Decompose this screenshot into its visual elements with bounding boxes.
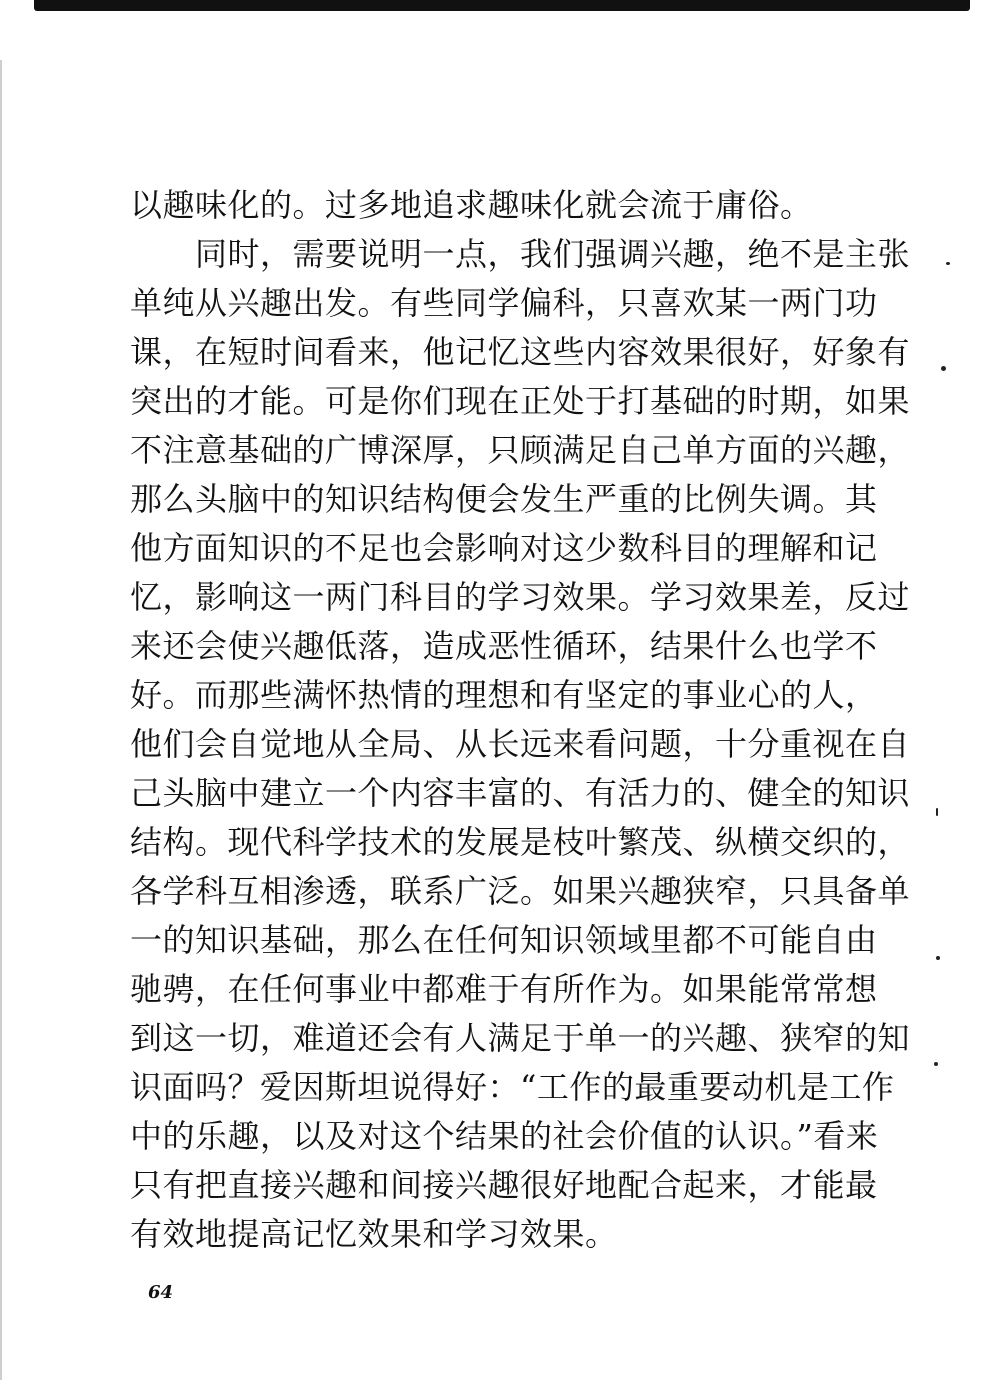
body-text	[130, 181, 911, 1259]
text-line: 有效地提高记忆效果和学习效果。	[130, 1215, 618, 1253]
text-line: 结构。现代科学技术的发展是枝叶繁茂、纵横交织的，	[130, 823, 911, 861]
page-number: 64	[148, 1282, 174, 1303]
scan-speck	[936, 956, 940, 960]
scan-speck	[934, 1062, 938, 1066]
text-line: 忆，影响这一两门科目的学习效果。学习效果差，反过	[130, 578, 911, 616]
text-line: 单纯从兴趣出发。有些同学偏科，只喜欢某一两门功	[130, 284, 878, 322]
text-line: 以趣味化的。过多地追求趣味化就会流于庸俗。	[130, 186, 813, 224]
scan-speck	[946, 262, 950, 265]
page-left-edge	[0, 60, 2, 1380]
text-line: 同时，需要说明一点，我们强调兴趣，绝不是主张	[130, 235, 911, 273]
text-line: 那么头脑中的知识结构便会发生严重的比例失调。其	[130, 480, 878, 518]
text-line: 中的乐趣，以及对这个结果的社会价值的认识。”看来	[130, 1117, 879, 1155]
text-line: 他们会自觉地从全局、从长远来看问题，十分重视在自	[130, 725, 911, 763]
page-top-border	[34, 0, 970, 11]
text-line: 驰骋，在任何事业中都难于有所作为。如果能常常想	[130, 970, 878, 1008]
text-line: 不注意基础的广博深厚，只顾满足自己单方面的兴趣，	[130, 431, 911, 469]
text-line: 己头脑中建立一个内容丰富的、有活力的、健全的知识	[130, 774, 911, 812]
scan-speck	[941, 366, 946, 371]
text-line: 一的知识基础，那么在任何知识领域里都不可能自由	[130, 921, 878, 959]
text-line: 各学科互相渗透，联系广泛。如果兴趣狭窄，只具备单	[130, 872, 911, 910]
text-line: 只有把直接兴趣和间接兴趣很好地配合起来，才能最	[130, 1166, 878, 1204]
text-line: 识面吗？爱因斯坦说得好：“工作的最重要动机是工作	[130, 1068, 895, 1106]
text-line: 课，在短时间看来，他记忆这些内容效果很好，好象有	[130, 333, 911, 371]
text-line: 他方面知识的不足也会影响对这少数科目的理解和记	[130, 529, 878, 567]
scan-speck	[936, 808, 938, 816]
text-line: 到这一切，难道还会有人满足于单一的兴趣、狭窄的知	[130, 1019, 911, 1057]
text-line: 突出的才能。可是你们现在正处于打基础的时期，如果	[130, 382, 911, 420]
text-line: 来还会使兴趣低落，造成恶性循环，结果什么也学不	[130, 627, 878, 665]
text-line: 好。而那些满怀热情的理想和有坚定的事业心的人，	[130, 676, 878, 714]
